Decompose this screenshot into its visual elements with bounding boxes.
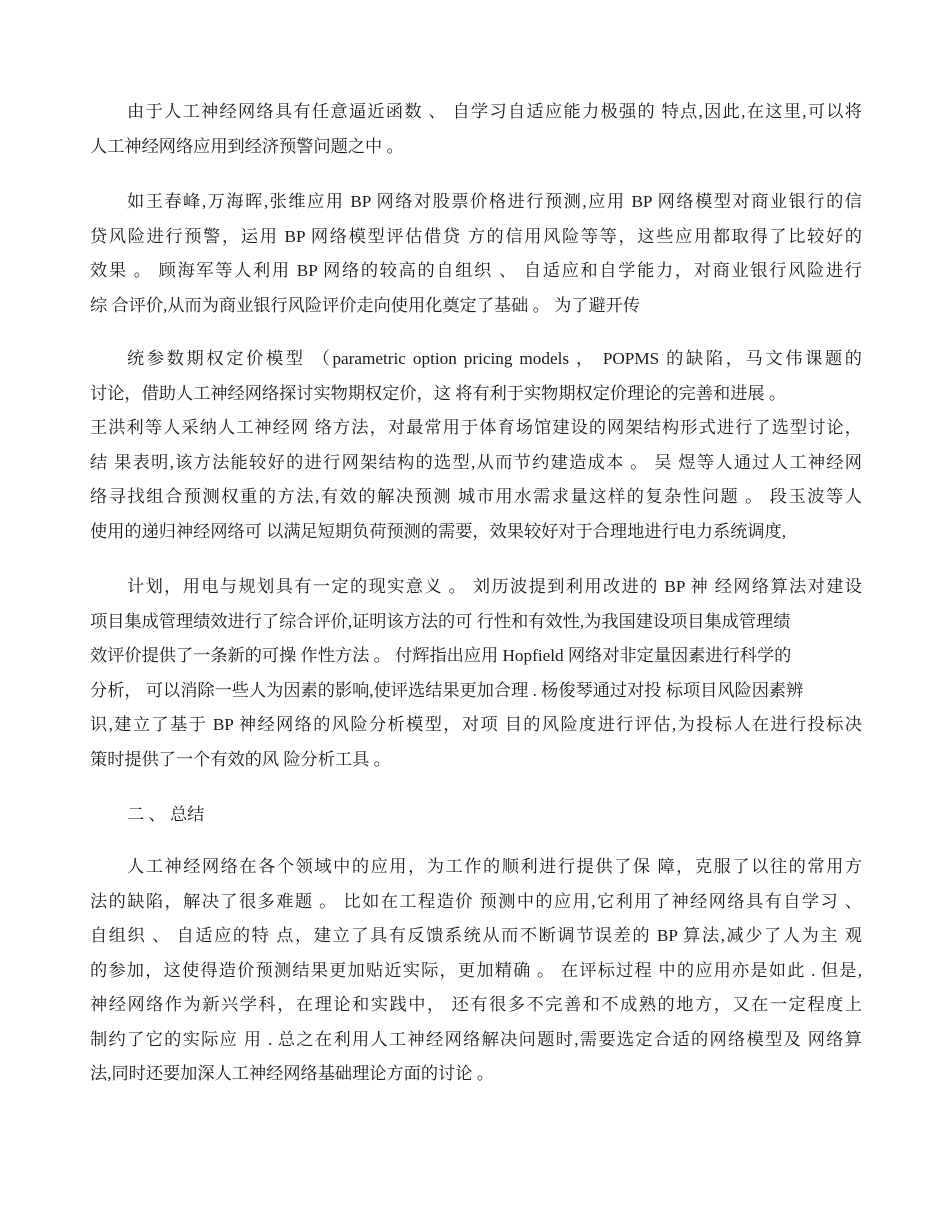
paragraph-option-pricing: [90, 342, 862, 549]
text-line: 络寻找组合预测权重的方法,有效的解决预测 城市用水需求量这样的复杂性问题 。 段玉波等人: [90, 487, 862, 506]
paragraph-intro: [90, 95, 862, 164]
text-line: 法的缺陷，解决了很多难题 。 比如在工程造价 预测中的应用,它利用了神经网络具有自学习 、: [90, 891, 862, 911]
text-line: 综 合评价,从而为商业银行风险评价走向使用化奠定了基础 。 为了避开传: [90, 295, 641, 315]
text-line: 讨论，借助人工神经网络探讨实物期权定价，这 将有利于实物期权定价理论的完善和进展 。: [90, 383, 787, 403]
text-line: 统参数期权定价模型 （parametric option pricing models ， POPMS 的缺陷，马文伟课题的: [127, 349, 862, 368]
section-heading: 二 、 总结: [127, 805, 205, 824]
text-line: 分析， 可以消除一些人为因素的影响,使评选结果更加合理 . 杨俊琴通过对投 标项目风险因素辨: [90, 680, 804, 700]
text-line: 项目集成管理绩效进行了综合评价,证明该方法的可 行性和有效性,为我国建设项目集成管理绩: [90, 611, 791, 631]
text-line: 效评价提供了一条新的可操 作性方法 。 付辉指出应用 Hopfield 网络对非定量因素进行科学的: [90, 646, 792, 665]
paragraph-project-management: [90, 570, 862, 777]
text-line: 结 果表明,该方法能较好的进行网架结构的选型,从而节约建造成本 。 吴 煜等人通过人工神经网: [90, 452, 862, 472]
text-line: 神经网络作为新兴学科，在理论和实践中， 还有很多不完善和不成熟的地方，又在一定程度上: [90, 995, 862, 1014]
text-line: 策时提供了一个有效的风 险分析工具 。: [90, 749, 391, 769]
text-line: 王洪利等人采纳人工神经网 络方法，对最常用于体育场馆建设的网架结构形式进行了选型讨论，: [90, 418, 862, 437]
text-line: 计划，用电与规划具有一定的现实意义 。 刘历波提到利用改进的 BP 神 经网络算法对建设: [127, 577, 862, 596]
text-line: 法,同时还要加深人工神经网络基础理论方面的讨论 。: [90, 1064, 494, 1083]
text-line: 的参加，这使得造价预测结果更加贴近实际，更加精确 。 在评标过程 中的应用亦是如此 . 但是,: [90, 960, 862, 980]
text-line: 自组织 、 自适应的特 点，建立了具有反馈系统从而不断调节误差的 BP 算法,减少了人为主 观: [90, 926, 862, 945]
paragraph-applications: [90, 185, 862, 323]
text-line: 由于人工神经网络具有任意逼近函数 、 自学习自适应能力极强的 特点,因此,在这里,可以将: [127, 102, 862, 121]
text-line: 人工神经网络在各个领域中的应用，为工作的顺利进行提供了保 障，克服了以往的常用方: [127, 857, 862, 876]
text-line: 人工神经网络应用到经济预警问题之中 。: [90, 136, 404, 156]
text-line: 如王春峰,万海晖,张维应用 BP 网络对股票价格进行预测,应用 BP 网络模型对商业银行的信: [127, 192, 862, 211]
paragraph-summary: [90, 850, 862, 1092]
text-line: 效果 。 顾海军等人利用 BP 网络的较高的自组织 、 自适应和自学能力，对商业银行风险进行: [90, 261, 862, 280]
text-line: 识,建立了基于 BP 神经网络的风险分析模型，对项 目的风险度进行评估,为投标人在进行投标决: [90, 715, 862, 734]
text-line: 制约了它的实际应 用 . 总之在利用人工神经网络解决问题时,需要选定合适的网络模型及 网络算: [90, 1029, 862, 1049]
text-line: 使用的递归神经网络可 以满足短期负荷预测的需要，效果较好对于合理地进行电力系统调度,: [90, 521, 787, 541]
text-line: 贷风险进行预警，运用 BP 网络模型评估借贷 方的信用风险等等，这些应用都取得了比较好的: [90, 226, 862, 246]
